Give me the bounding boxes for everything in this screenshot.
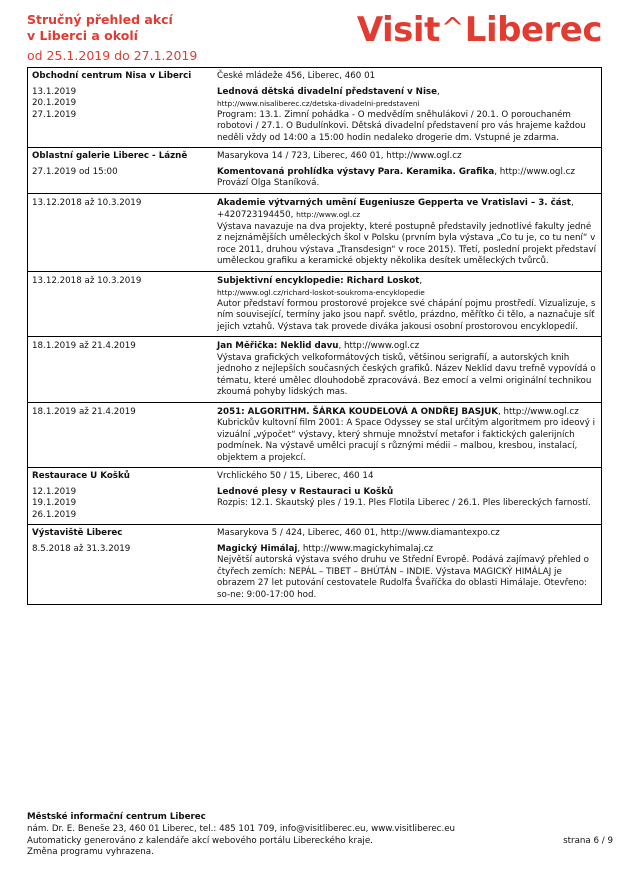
- event-block: [28, 193, 602, 271]
- event-info: [213, 193, 602, 271]
- event-row: [28, 83, 602, 148]
- event-url-link[interactable]: http://www.nisaliberec.cz/detska-divadelni-predstaveni: [217, 99, 420, 108]
- event-date: 13.12.2018 až 10.3.2019: [32, 275, 142, 286]
- event-title-suffix: , +420723194450,: [217, 197, 574, 220]
- event-date: 13.1.2019: [32, 86, 77, 97]
- event-description: Kubrickův kultovní film 2001: A Space Odyssey se stal určitým algoritmem pro ideový i vizuální „výpočet“ výstavy, který shrnuje množství metafor i faktických galerijních podmínek. Na výstavě umělci pracují s různými médii – malbou, kresbou, instalací, objektem a projekcí.: [217, 418, 596, 463]
- event-description: Rozpis: 12.1. Skautský ples / 19.1. Ples Flotila Liberec / 26.1. Ples libereckých farností.: [217, 498, 591, 508]
- title-line-2: v Liberci a okolí: [27, 28, 138, 43]
- event-date: 18.1.2019 až 21.4.2019: [32, 341, 136, 351]
- logo-caret-icon: ^: [440, 11, 464, 44]
- event-description: Provází Olga Staníková.: [217, 178, 320, 188]
- visit-liberec-logo: [357, 10, 602, 52]
- event-description: Výstava grafických velkoformátových tisků, většinou serigrafií, a autorských knih jednoho z nejlepších současných českých grafiků. Název Neklid davu trefně vypovídá o tématu, které umělec dlouhodobě zpracovává. Bez emocí a velmi originální technikou zkoumá pohyby lidských mas.: [217, 352, 596, 397]
- event-info: [213, 83, 602, 148]
- event-row: [28, 483, 602, 525]
- event-description: Autor představí formou prostorové projekce své chápání pojmu prostředí. Vizualizuje, s ním související, termíny jako jsou např. světlo, prázdno, měřítko či tělo, a naznačuje síť jejich vztahů. Výstava tak provede diváka jakousi osobní prostorovou encyklopedií.: [217, 298, 596, 332]
- venue-name: Oblastní galerie Liberec - Lázně: [32, 151, 188, 161]
- event-title-line: [217, 198, 597, 222]
- event-title[interactable]: Jan Měřička: Neklid davu: [217, 341, 339, 351]
- footer-note-generated: Automaticky generováno z kalendáře akcí webového portálu Libereckého kraje.: [27, 835, 373, 846]
- event-date: 26.1.2019: [32, 509, 77, 520]
- venue-name: Restaurace U Košků: [32, 471, 130, 481]
- venue-row: [28, 68, 602, 83]
- event-title-line: [217, 544, 597, 556]
- event-title[interactable]: 2051: ALGORITHM. ŠÁRKA KOUDELOVÁ A ONDŘEJ BASJUK: [217, 406, 498, 417]
- event-dates: [28, 540, 214, 605]
- event-dates: [28, 402, 214, 468]
- event-description: Výstava navazuje na dva projekty, které postupně představily jednotlivé fakulty jedné z nejznámějších uměleckých škol v Polsku (prvním byla výstava „Co tu je, co tu není“ v roce 2011, druhou výstava „Transdesign“ v roce 2015). Třetí, poslední projekt představí uměleckou grafiku a keramické objekty několika desítek uměleckých tvůrců.: [217, 221, 597, 266]
- event-dates: [28, 163, 214, 194]
- event-title-suffix: , http://www.ogl.cz: [338, 341, 420, 351]
- event-url-link[interactable]: http://www.ogl.cz/richard-loskot-soukroma-encyklopedie: [217, 288, 425, 297]
- event-dates: [28, 337, 214, 403]
- event-title-suffix: ,: [437, 86, 440, 97]
- event-info: [213, 402, 602, 468]
- event-title-line: [217, 341, 597, 353]
- event-block: [28, 148, 602, 194]
- event-title[interactable]: Lednové plesy v Restauraci u Košků: [217, 486, 394, 497]
- event-block: [28, 271, 602, 337]
- date-range: od 25.1.2019 do 27.1.2019: [27, 48, 198, 63]
- event-title-suffix: , http://www.ogl.cz: [494, 166, 575, 177]
- venue-name: Obchodní centrum Nisa v Liberci: [32, 71, 192, 81]
- venue-address: Masarykova 5 / 424, Liberec, 460 01, http://www.diamantexpo.cz: [217, 528, 500, 538]
- event-info: [213, 271, 602, 337]
- venue-address: Vrchlického 50 / 15, Liberec, 460 14: [217, 471, 374, 481]
- event-title-line: [217, 87, 597, 99]
- venue-address: České mládeže 456, Liberec, 460 01: [217, 71, 376, 81]
- event-title-line: [217, 487, 597, 499]
- footer-note-changes: Změna programu vyhrazena.: [27, 847, 154, 858]
- venue-address: Masarykova 14 / 723, Liberec, 460 01, http://www.ogl.cz: [217, 151, 462, 161]
- event-title[interactable]: Komentovaná prohlídka výstavy Para. Keramika. Grafika: [217, 166, 495, 177]
- page-footer: [27, 812, 602, 859]
- event-info: [213, 163, 602, 194]
- event-date: 27.1.2019 od 15:00: [32, 166, 118, 177]
- event-description: Největší autorská výstava svého druhu ve Střední Evropě. Podává zajímavý přehled o čtyřech zemích: NEPÁL – TIBET – BHÚTÁN – INDIE. Výstava MAGICKÝ HIMÁLAJ je obrazem 27 let putování cestovatele Rudolfa Švaříčka do oblasti Himálaje. Otevřeno: so-ne: 9:00-17:00 hod.: [217, 555, 589, 600]
- event-info: [213, 540, 602, 605]
- logo-word-visit: Visit: [356, 10, 440, 50]
- venue-row: [28, 148, 602, 163]
- event-url-link[interactable]: http://www.ogl.cz: [296, 210, 361, 219]
- footer-address: nám. Dr. E. Beneše 23, 460 01 Liberec, tel.: 485 101 709, info@visitliberec.eu, www.visitliberec.eu: [27, 823, 456, 834]
- event-title-line: [217, 167, 597, 179]
- event-block: [28, 337, 602, 403]
- event-date: 8.5.2018 až 31.3.2019: [32, 543, 131, 554]
- event-title[interactable]: Subjektivní encyklopedie: Richard Loskot: [217, 275, 420, 286]
- event-date: 19.1.2019: [32, 498, 77, 508]
- event-block: [28, 525, 602, 605]
- event-block: [28, 468, 602, 525]
- venue-row: [28, 468, 602, 483]
- event-title[interactable]: Akademie výtvarných umění Eugeniusze Gepperta ve Vratislavi – 3. část: [217, 197, 571, 208]
- event-title-line: [217, 276, 597, 288]
- title-line-1: Stručný přehled akcí: [27, 12, 173, 27]
- event-block: [28, 402, 602, 468]
- event-title[interactable]: Magický Himálaj: [217, 543, 298, 554]
- footer-organization: Městské informační centrum Liberec: [27, 812, 206, 822]
- event-title-suffix: ,: [419, 275, 423, 286]
- event-info: [213, 337, 602, 403]
- event-date: 18.1.2019 až 21.4.2019: [32, 406, 136, 417]
- event-row: [28, 271, 602, 337]
- document-title: [27, 12, 173, 44]
- venue-row: [28, 525, 602, 540]
- page-number: strana 6 / 9: [563, 836, 613, 846]
- event-dates: [28, 83, 214, 148]
- event-block: [28, 68, 602, 148]
- logo-word-liberec: Liberec: [464, 10, 602, 50]
- event-dates: [28, 271, 214, 337]
- event-description: Program: 13.1. Zimní pohádka - O medvědím sněhulákovi / 20.1. O porouchaném robotovi / 27.1. O Budulínkovi. Dětská divadelní představení pro vás hrajeme každou neděli vždy od 14:00 a 15:00 hodin nedaleko drogerie dm. Vstupné je zdarma.: [217, 109, 586, 143]
- event-date: 12.1.2019: [32, 486, 77, 497]
- event-info: [213, 483, 602, 525]
- event-row: [28, 163, 602, 194]
- events-table: [27, 67, 602, 605]
- event-date: 13.12.2018 až 10.3.2019: [32, 197, 142, 208]
- event-title-suffix: , http://www.ogl.cz: [498, 406, 579, 417]
- event-row: [28, 402, 602, 468]
- event-dates: [28, 483, 214, 525]
- event-title[interactable]: Lednová dětská divadelní představení v Nise: [217, 86, 437, 97]
- page-header: [27, 10, 602, 66]
- event-title-line: [217, 407, 597, 419]
- event-row: [28, 540, 602, 605]
- venue-name: Výstaviště Liberec: [32, 528, 123, 538]
- event-row: [28, 193, 602, 271]
- event-dates: [28, 193, 214, 271]
- event-row: [28, 337, 602, 403]
- event-date: 27.1.2019: [32, 109, 77, 120]
- event-date: 20.1.2019: [32, 98, 77, 108]
- event-title-suffix: , http://www.magickyhimalaj.cz: [297, 543, 434, 554]
